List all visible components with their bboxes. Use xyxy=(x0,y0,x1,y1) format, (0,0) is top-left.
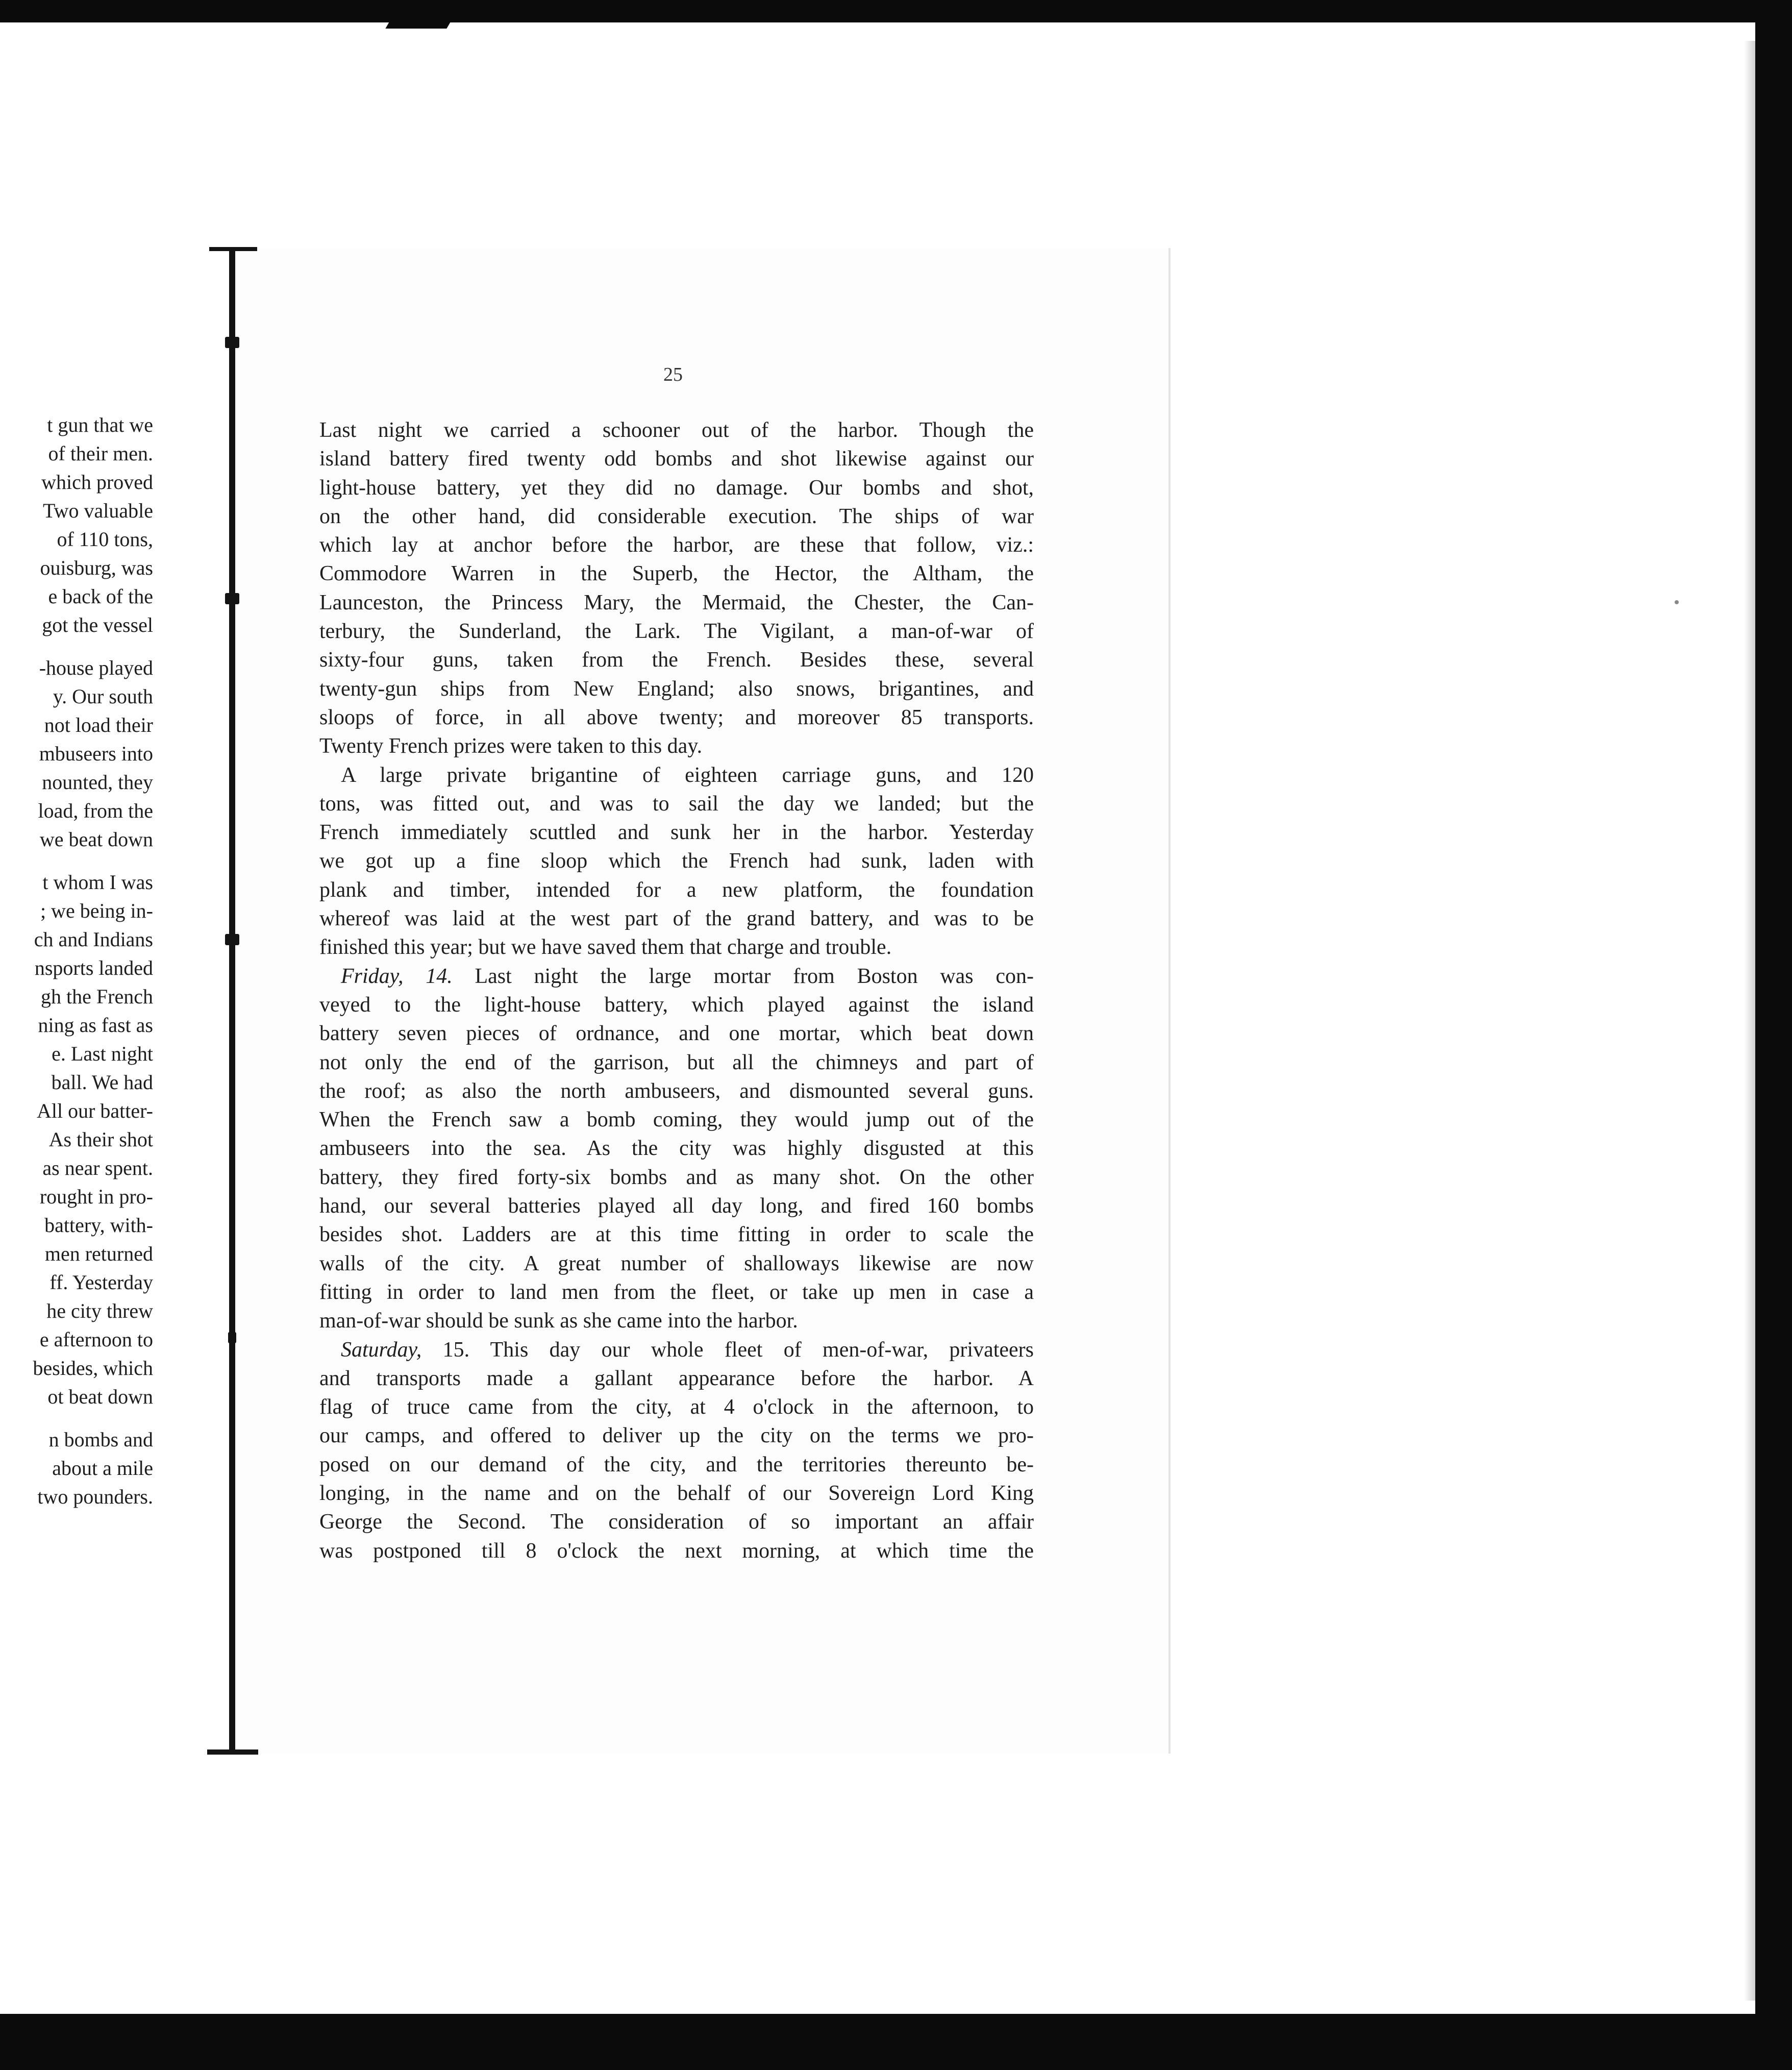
gutter-tick xyxy=(228,1332,236,1343)
left-page-line: n bombs and xyxy=(48,1428,153,1451)
body-line: which lay at anchor before the harbor, are these that follow, viz.: xyxy=(319,533,1034,557)
left-page-line: nsports landed xyxy=(34,956,153,979)
body-line: veyed to the light-house battery, which played against the island xyxy=(319,993,1034,1017)
body-line: Twenty French prizes were taken to this day. xyxy=(319,734,703,758)
left-page-line: gh the French xyxy=(41,985,153,1008)
left-page-line: y. Our south xyxy=(53,685,153,708)
entry-text: 15. This day our whole fleet of men-of-war, privateers xyxy=(442,1338,1034,1362)
body-line: besides shot. Ladders are at this time fitting in order to scale the xyxy=(319,1223,1034,1247)
scan-border-top xyxy=(0,0,1792,22)
body-line: the roof; as also the north ambuseers, and dismounted several guns. xyxy=(319,1079,1034,1103)
sheet-edge-shadow xyxy=(1744,41,1755,2001)
left-page-line: ff. Yesterday xyxy=(49,1271,153,1294)
body-line: our camps, and offered to deliver up the city on the terms we pro- xyxy=(319,1424,1034,1448)
left-page-line: battery, with- xyxy=(44,1214,153,1237)
scan-speck xyxy=(1675,600,1679,604)
left-page-line: As their shot xyxy=(48,1128,153,1151)
body-line: we got up a fine sloop which the French had sunk, laden with xyxy=(319,849,1034,873)
left-page-line: as near spent. xyxy=(42,1156,153,1179)
left-page-line: e afternoon to xyxy=(39,1328,153,1351)
body-line: posed on our demand of the city, and the territories thereunto be- xyxy=(319,1452,1034,1476)
scan-border-notch xyxy=(385,20,451,29)
left-page-line: ball. We had xyxy=(51,1071,153,1094)
body-line: battery seven pieces of ordnance, and one mortar, which beat down xyxy=(319,1022,1034,1046)
left-page-line: e. Last night xyxy=(52,1042,153,1065)
entry-date: Saturday, xyxy=(341,1338,422,1362)
paragraph-gap xyxy=(0,1411,153,1425)
body-line: fitting in order to land men from the fleet, or take up men in case a xyxy=(319,1280,1034,1304)
left-page-line: two pounders. xyxy=(37,1485,153,1508)
body-line: plank and timber, intended for a new platform, the foundation xyxy=(319,878,1034,902)
body-line: whereof was laid at the west part of the grand battery, and was to be xyxy=(319,907,1034,931)
left-page-line: ning as fast as xyxy=(38,1014,153,1037)
left-page-line: All our batter- xyxy=(36,1099,153,1122)
gutter-cap-top xyxy=(209,247,257,251)
body-line: terbury, the Sunderland, the Lark. The Vigilant, a man-of-war of xyxy=(319,620,1034,644)
gutter-tick xyxy=(225,337,239,348)
page-gutter-line xyxy=(229,249,235,1754)
paragraph-gap xyxy=(0,854,153,868)
left-page-line: e back of the xyxy=(48,585,153,608)
left-page-line: of 110 tons, xyxy=(57,528,153,551)
left-page-line: men returned xyxy=(44,1242,153,1265)
scan-border-right xyxy=(1755,0,1792,2070)
left-page-line: t whom I was xyxy=(42,871,153,894)
body-line xyxy=(319,962,1034,991)
left-page-line: about a mile xyxy=(52,1457,153,1480)
left-page-line: mbuseers into xyxy=(39,742,153,765)
body-line: not only the end of the garrison, but all the chimneys and part of xyxy=(319,1050,1034,1074)
body-line: Last night we carried a schooner out of the harbor. Though the xyxy=(319,418,1034,442)
body-line: man-of-war should be sunk as she came into the harbor. xyxy=(319,1309,798,1333)
body-line: island battery fired twenty odd bombs and shot likewise against our xyxy=(319,447,1034,471)
gutter-cap-bottom xyxy=(207,1749,258,1755)
gutter-tick xyxy=(225,593,239,604)
left-page-line: ; we being in- xyxy=(40,899,153,922)
left-page-line: rought in pro- xyxy=(39,1185,153,1208)
body-line: sloops of force, in all above twenty; and moreover 85 transports. xyxy=(319,705,1034,729)
body-line: A large private brigantine of eighteen carriage guns, and 120 xyxy=(341,763,1034,787)
left-page-line: he city threw xyxy=(46,1299,153,1322)
body-line: Launceston, the Princess Mary, the Mermaid, the Chester, the Can- xyxy=(319,590,1034,614)
paragraph-gap xyxy=(0,639,153,654)
body-line: flag of truce came from the city, at 4 o'clock in the afternoon, to xyxy=(319,1395,1034,1419)
left-page-line: ouisburg, was xyxy=(40,556,153,579)
body-line: battery, they fired forty-six bombs and as many shot. On the other xyxy=(319,1165,1034,1189)
left-page-line: we beat down xyxy=(39,828,153,851)
body-line: finished this year; but we have saved them that charge and trouble. xyxy=(319,935,892,959)
body-line: ambuseers into the sea. As the city was highly disgusted at this xyxy=(319,1137,1034,1161)
left-page-line: t gun that we xyxy=(47,413,153,436)
body-line: walls of the city. A great number of shalloways likewise are now xyxy=(319,1251,1034,1275)
left-page-line: of their men. xyxy=(48,442,153,465)
page-number: 25 xyxy=(663,364,683,385)
left-page-line: got the vessel xyxy=(42,613,153,636)
gutter-tick xyxy=(225,934,239,945)
page-body-text xyxy=(319,416,1034,1565)
left-page-line: nounted, they xyxy=(42,771,153,794)
left-page-fragment xyxy=(0,411,153,1585)
body-line xyxy=(319,1336,1034,1364)
body-line: tons, was fitted out, and was to sail the day we landed; but the xyxy=(319,792,1034,816)
body-line: George the Second. The consideration of so important an affair xyxy=(319,1510,1034,1534)
body-line: twenty-gun ships from New England; also snows, brigantines, and xyxy=(319,677,1034,701)
left-page-line: load, from the xyxy=(38,799,153,822)
body-line: and transports made a gallant appearance before the harbor. A xyxy=(319,1366,1034,1390)
entry-date: Friday, 14. xyxy=(341,964,453,988)
body-line: longing, in the name and on the behalf of our Sovereign Lord King xyxy=(319,1481,1034,1505)
left-page-lines xyxy=(0,411,153,1511)
entry-text: Last night the large mortar from Boston was con- xyxy=(475,964,1034,988)
body-line: was postponed till 8 o'clock the next morning, at which time the xyxy=(319,1539,1034,1563)
scan-border-bottom xyxy=(0,2014,1792,2070)
body-line: sixty-four guns, taken from the French. Besides these, several xyxy=(319,648,1034,672)
left-page-line: Two valuable xyxy=(42,499,153,522)
left-page-line: ch and Indians xyxy=(34,928,153,951)
body-line: light-house battery, yet they did no damage. Our bombs and shot, xyxy=(319,476,1034,500)
left-page-line: -house played xyxy=(39,656,153,679)
left-page-line: ot beat down xyxy=(47,1385,153,1408)
body-line: Commodore Warren in the Superb, the Hector, the Altham, the xyxy=(319,562,1034,586)
left-page-line: not load their xyxy=(44,713,153,736)
body-line: on the other hand, did considerable execution. The ships of war xyxy=(319,504,1034,528)
body-line: French immediately scuttled and sunk her in the harbor. Yesterday xyxy=(319,821,1034,845)
body-line: hand, our several batteries played all day long, and fired 160 bombs xyxy=(319,1194,1034,1218)
body-line: When the French saw a bomb coming, they would jump out of the xyxy=(319,1108,1034,1132)
left-page-line: besides, which xyxy=(33,1357,153,1379)
left-page-line: which proved xyxy=(41,471,153,494)
